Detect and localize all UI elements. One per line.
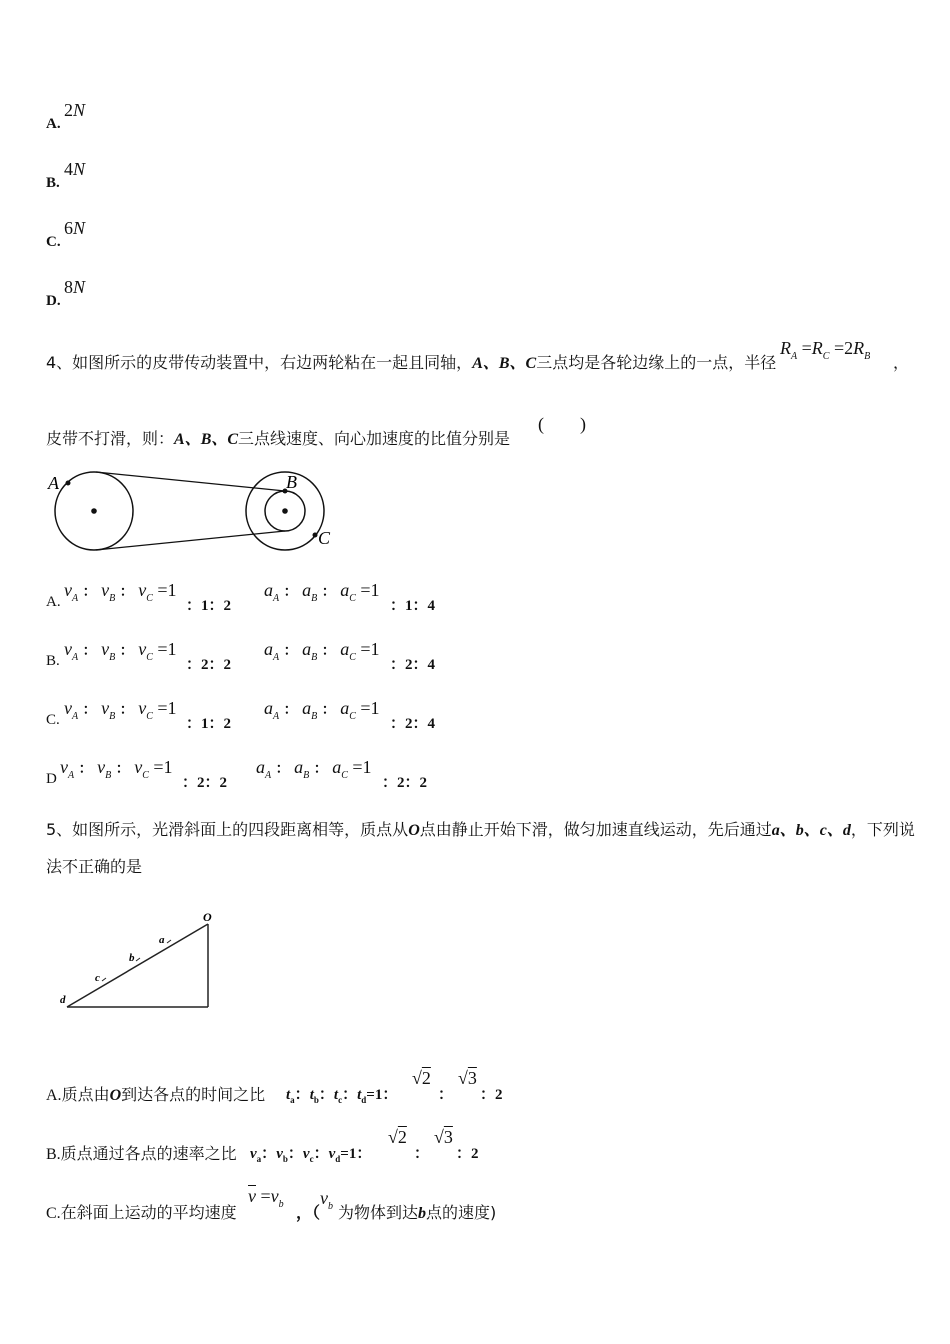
q4-option-c	[46, 698, 466, 734]
avg-velocity-eq: $\overline{v} =v_b$	[248, 1186, 284, 1210]
label-c-incline: c	[95, 972, 100, 984]
q3-option-d-label: D.	[46, 293, 61, 309]
tick-c	[102, 978, 106, 981]
q4-answer-paren: ( )	[538, 414, 586, 434]
q4-option-a-a-ratio: ：1：4	[390, 598, 436, 614]
sqrt2-b: √2	[388, 1127, 407, 1147]
q5-option-c	[46, 1186, 566, 1226]
label-a: A	[48, 473, 59, 493]
q4-option-b-label: B.	[46, 653, 60, 669]
q4-option-b-a: $a_A$ ： $a_B$ ： $a_C =1$	[264, 639, 380, 663]
q5-option-b-tail: ：2	[456, 1146, 479, 1162]
q4-stem-line1: 4、如图所示的皮带传动装置中，右边两轮粘在一起且同轴，A、B、C三点均是各轮边缘上的一点，半径	[46, 353, 777, 372]
q4-option-d-a-ratio: ：2：2	[382, 775, 428, 791]
vb-symbol: $v_b$	[320, 1188, 333, 1212]
q3-option-c-label: C.	[46, 234, 61, 250]
q4-option-a-v-ratio: ：1：2	[186, 598, 232, 614]
q3-option-c-value: 6N	[64, 218, 86, 238]
q4-option-d-a: $a_A$ ： $a_B$ ： $a_C =1$	[256, 757, 372, 781]
q5-option-c-paren: ，（	[296, 1203, 321, 1222]
q4-option-b-v-ratio: ：2：2	[186, 657, 232, 673]
label-b: B	[286, 472, 297, 492]
label-a-incline: a	[159, 934, 165, 946]
q5-option-a-ratio: $t_a$：$t_b$：$t_c$：$t_d=1$：	[286, 1087, 398, 1105]
q4-option-a-v: $v_A$ ： $v_B$ ： $v_C =1$	[64, 580, 177, 604]
q4-option-c-label: C.	[46, 712, 60, 728]
q4-option-b-v: $v_A$ ： $v_B$ ： $v_C =1$	[64, 639, 177, 663]
point-a	[66, 481, 71, 486]
q4-option-c-v-ratio: ：1：2	[186, 716, 232, 732]
q4-option-b	[46, 639, 466, 675]
q5-option-a	[46, 1066, 546, 1106]
q5-option-a-sep: ：	[438, 1087, 454, 1103]
q5-stem-line1: 5、如图所示，光滑斜面上的四段距离相等，质点从O点由静止开始下滑，做匀加速直线运动，先后通过a、b、c、d，下列说	[46, 820, 915, 839]
belt-drive-figure	[40, 462, 340, 562]
incline-figure	[55, 905, 225, 1015]
q5-option-b	[46, 1125, 546, 1165]
q4-stem-line2: 皮带不打滑，则：A、B、C三点线速度、向心加速度的比值分别是	[46, 429, 511, 448]
q4-option-d-v: $v_A$ ： $v_B$ ： $v_C =1$	[60, 757, 173, 781]
belt-upper	[96, 472, 285, 491]
label-c: C	[318, 528, 331, 548]
q4-option-c-a: $a_A$ ： $a_B$ ： $a_C =1$	[264, 698, 380, 722]
q4-comma: ，	[893, 353, 910, 372]
sqrt2-a: √2	[412, 1068, 431, 1088]
q5-option-a-tail: ：2	[480, 1087, 503, 1103]
q5-option-a-text: A.质点由O到达各点的时间之比	[46, 1085, 266, 1104]
q5-option-b-ratio: $v_a$：$v_b$：$v_c$：$v_d=1$：	[250, 1146, 372, 1164]
q4-option-a-label: A.	[46, 594, 61, 610]
q5-stem-line2: 法不正确的是	[46, 857, 143, 876]
q4-option-a	[46, 580, 466, 616]
q3-option-b-value: 4N	[64, 159, 86, 179]
sqrt3-a: √3	[458, 1068, 477, 1088]
right-axle	[282, 508, 288, 514]
incline-surface	[67, 924, 208, 1007]
q3-option-a-label: A.	[46, 116, 61, 132]
q4-option-d-label: D	[46, 771, 57, 787]
point-c	[313, 533, 318, 538]
label-o: O	[203, 910, 212, 924]
q4-option-d-v-ratio: ：2：2	[182, 775, 228, 791]
q4-option-c-v: $v_A$ ： $v_B$ ： $v_C =1$	[64, 698, 177, 722]
q5-option-b-text: B.质点通过各点的速率之比	[46, 1144, 237, 1163]
q4-option-a-a: $a_A$ ： $a_B$ ： $a_C =1$	[264, 580, 380, 604]
belt-lower	[96, 531, 285, 550]
q4-radius-relation: $R_A =R_C =2R_B$	[780, 338, 871, 362]
q5-option-c-text: C.在斜面上运动的平均速度	[46, 1203, 237, 1222]
sqrt3-b: √3	[434, 1127, 453, 1147]
tick-a	[167, 940, 171, 943]
q3-option-a-value: 2N	[64, 100, 86, 120]
q4-option-c-a-ratio: ：2：4	[390, 716, 436, 732]
label-b-incline: b	[129, 952, 135, 964]
q4-option-b-a-ratio: ：2：4	[390, 657, 436, 673]
q4-option-d	[46, 757, 466, 793]
q5-option-b-sep: ：	[414, 1146, 430, 1162]
left-axle	[91, 508, 97, 514]
label-d-incline: d	[60, 994, 66, 1006]
q5-option-c-tail: 为物体到达b点的速度)	[338, 1203, 497, 1222]
q3-option-b-label: B.	[46, 175, 60, 191]
q3-option-d-value: 8N	[64, 277, 86, 297]
tick-b	[136, 958, 140, 961]
